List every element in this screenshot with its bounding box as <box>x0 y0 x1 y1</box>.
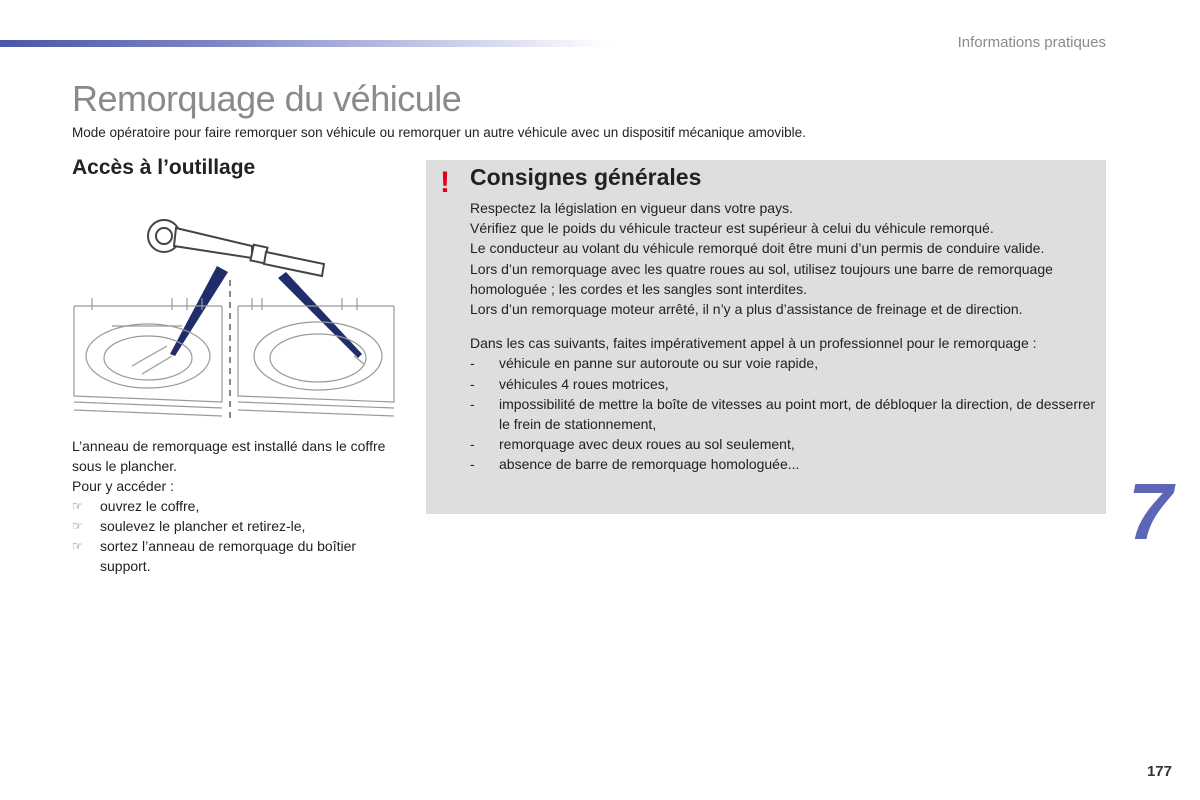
cases-list <box>470 353 1100 474</box>
dash-marker: - <box>470 395 475 412</box>
general-instructions-box <box>426 160 1106 514</box>
warning-line: Vérifiez que le poids du véhicule tracteur est supérieur à celui du véhicule remorqué. <box>470 220 994 237</box>
access-paragraph-2: Pour y accéder : <box>72 478 174 494</box>
access-paragraph-1: L’anneau de remorquage est installé dans le coffre sous le plancher. <box>72 438 386 474</box>
page-title: Remorquage du véhicule <box>72 78 462 119</box>
warning-line: Lors d’un remorquage avec les quatre roues au sol, utilisez toujours une barre de remorquage homologuée ; les cordes et les sangles sont interdites. <box>470 260 1053 297</box>
access-section <box>72 156 402 574</box>
case-text: absence de barre de remorquage homologuée... <box>499 456 800 473</box>
access-instructions <box>72 436 392 576</box>
warning-line: Respectez la législation en vigueur dans votre pays. <box>470 200 793 216</box>
step-text: ouvrez le coffre, <box>100 498 200 514</box>
pointing-hand-icon: ☞ <box>72 539 83 553</box>
warning-line: Le conducteur au volant du véhicule remorqué doit être muni d’un permis de conduire valide. <box>470 240 1045 257</box>
warning-icon: ! <box>440 166 450 199</box>
list-item <box>72 536 392 576</box>
dash-marker: - <box>470 436 475 453</box>
case-text: véhicules 4 roues motrices, <box>499 375 669 392</box>
list-item <box>470 394 1100 434</box>
header-accent-bar <box>0 40 610 47</box>
pointing-hand-icon: ☞ <box>72 499 83 513</box>
warning-line: Lors d’un remorquage moteur arrêté, il n’y a plus d’assistance de freinage et de direction. <box>470 301 1023 318</box>
list-item <box>470 454 1100 474</box>
case-text: impossibilité de mettre la boîte de vitesses au point mort, de débloquer la direction, de desserrer le frein de stationnement, <box>499 395 1096 433</box>
list-item <box>470 353 1100 373</box>
dash-marker: - <box>470 355 475 372</box>
list-item <box>470 374 1100 394</box>
cases-intro: Dans les cas suivants, faites impérativement appel à un professionnel pour le remorquage : <box>470 335 1037 352</box>
access-steps <box>72 496 392 576</box>
list-item <box>72 496 392 516</box>
pointing-hand-icon: ☞ <box>72 519 83 533</box>
towing-eye-icon <box>148 220 324 276</box>
list-item <box>470 434 1100 454</box>
intro-text: Mode opératoire pour faire remorquer son véhicule ou remorquer un autre véhicule avec un dispositif mécanique amovible. <box>72 125 806 140</box>
dash-marker: - <box>470 456 475 473</box>
dash-marker: - <box>470 375 475 392</box>
chapter-number: 7 <box>1128 467 1173 556</box>
step-text: sortez l’anneau de remorquage du boîtier support. <box>100 538 357 574</box>
towing-eye-illustration <box>72 206 398 426</box>
access-subtitle: Accès à l’outillage <box>72 156 256 179</box>
page-number: 177 <box>1146 763 1172 780</box>
case-text: véhicule en panne sur autoroute ou sur voie rapide, <box>499 355 819 372</box>
step-text: soulevez le plancher et retirez-le, <box>100 518 306 534</box>
case-text: remorquage avec deux roues au sol seulement, <box>499 436 795 453</box>
section-header: Informations pratiques <box>957 34 1106 51</box>
warning-body <box>470 198 1100 475</box>
list-item <box>72 516 392 536</box>
warning-title: Consignes générales <box>470 164 702 190</box>
